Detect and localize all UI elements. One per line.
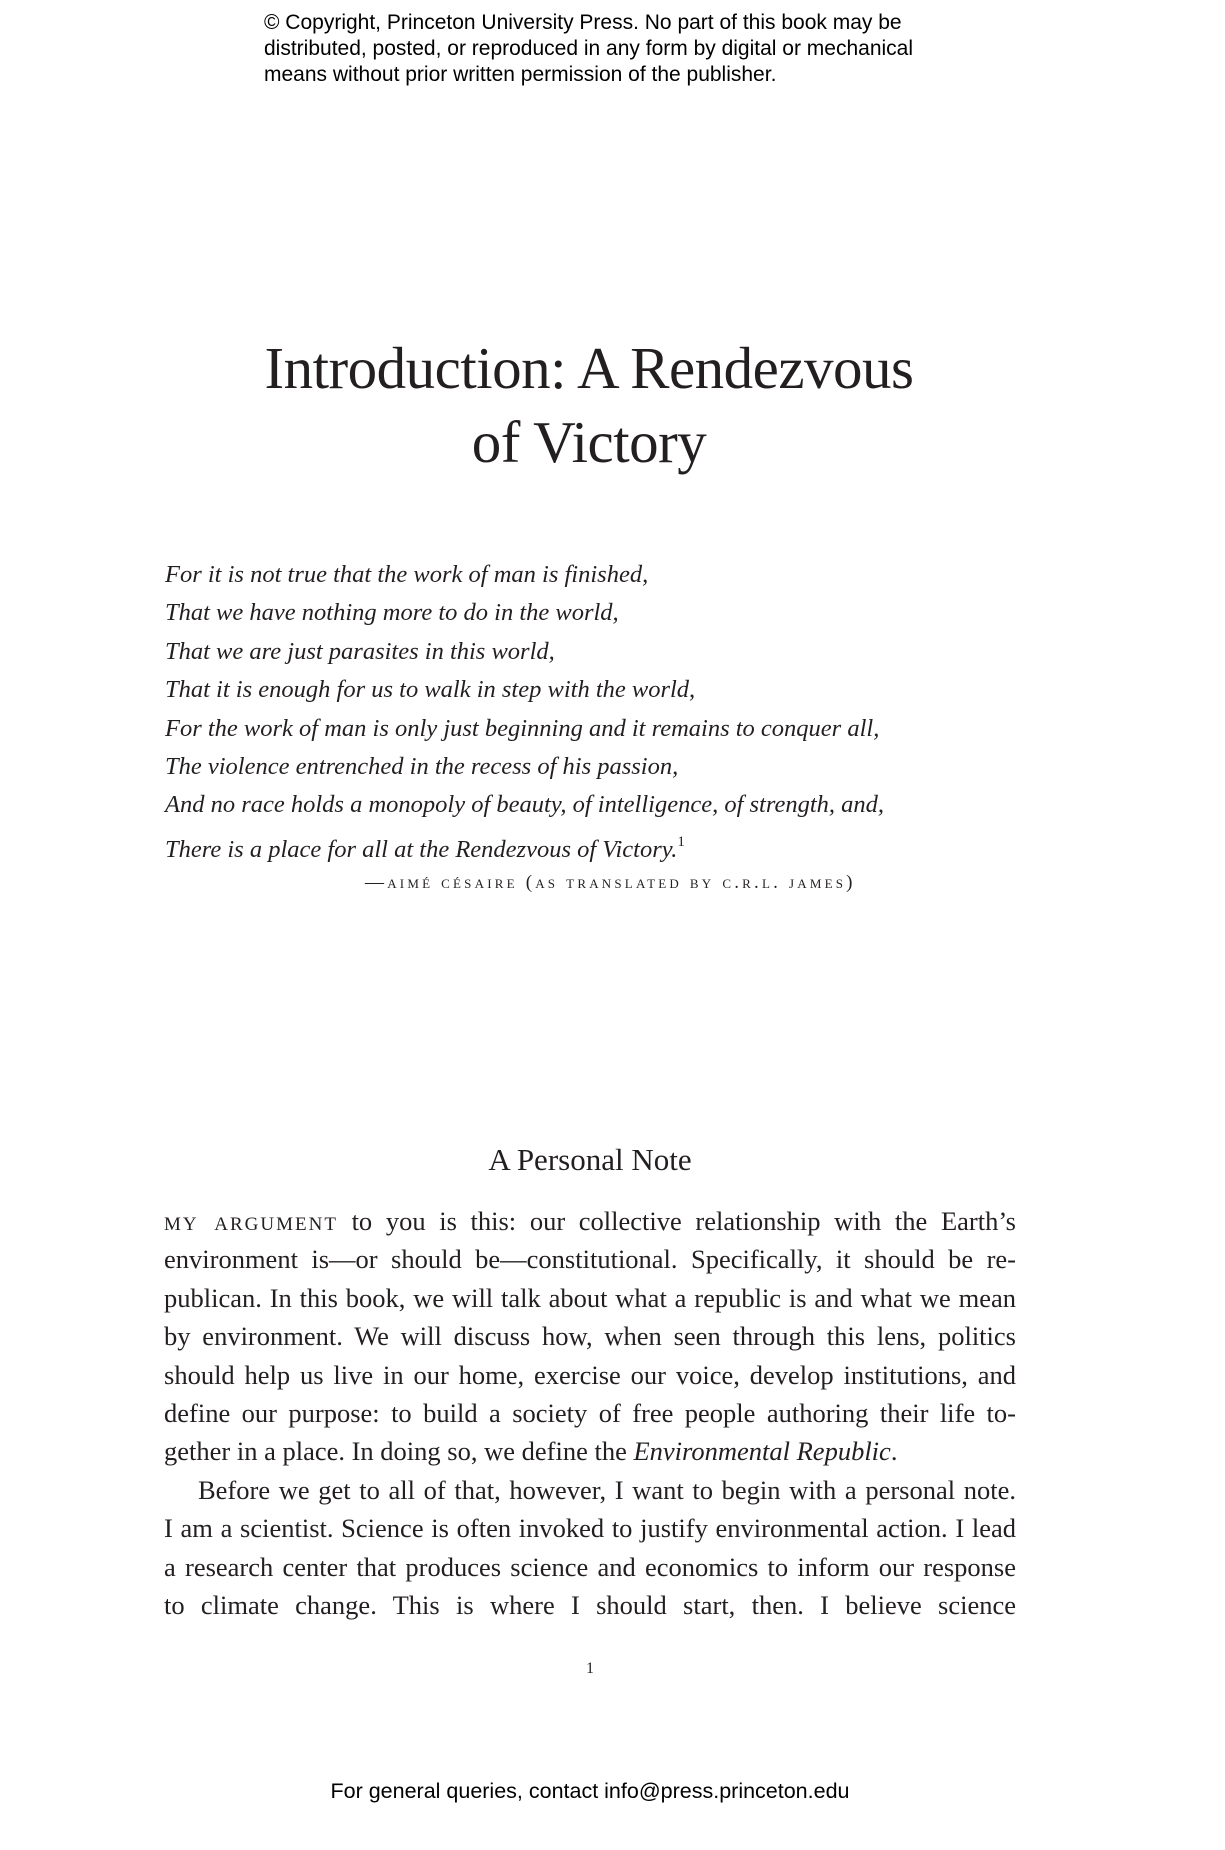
page-number: 1 bbox=[586, 1660, 594, 1677]
epigraph-line: That it is enough for us to walk in step with the world, bbox=[165, 676, 696, 704]
epigraph-last-line bbox=[165, 825, 1045, 870]
chapter-title bbox=[164, 331, 1014, 479]
copyright-line: © Copyright, Princeton University Press. No part of this book may be bbox=[264, 11, 902, 34]
footer-contact: For general queries, contact info@press.princeton.edu bbox=[330, 1779, 850, 1803]
section-heading: A Personal Note bbox=[488, 1142, 692, 1177]
epigraph-line: The violence entrenched in the recess of his passion, bbox=[165, 753, 679, 781]
footnote-marker[interactable]: 1 bbox=[677, 833, 685, 850]
body-line bbox=[164, 1202, 1016, 1240]
copyright-notice bbox=[264, 10, 984, 88]
epigraph-line: For the work of man is only just beginning and it remains to conquer all, bbox=[165, 714, 880, 742]
copyright-line: distributed, posted, or reproduced in any form by digital or mechanical bbox=[264, 37, 914, 60]
chapter-title-line: of Victory bbox=[471, 409, 707, 475]
body-line: a research center that produces science and economics to inform our response bbox=[164, 1551, 1016, 1582]
epigraph-line: That we have nothing more to do in the world, bbox=[165, 599, 619, 627]
body-line: Before we get to all of that, however, I want to begin with a personal note. bbox=[198, 1474, 1016, 1505]
body-line bbox=[164, 1432, 1016, 1470]
epigraph-line: For it is not true that the work of man is finished, bbox=[165, 561, 649, 588]
epigraph-line: There is a place for all at the Rendezvous of Victory. bbox=[165, 836, 678, 863]
emphasis-text: Environmental Republic bbox=[633, 1436, 891, 1467]
body-line: publican. In this book, we will talk about what a republic is and what we mean bbox=[164, 1282, 1016, 1313]
body-line: environment is—or should be—constitutional. Specifically, it should be re- bbox=[164, 1244, 1016, 1275]
epigraph bbox=[165, 556, 1045, 869]
epigraph-line: That we are just parasites in this world, bbox=[165, 637, 555, 665]
body-line: should help us live in our home, exercise our voice, develop institutions, and bbox=[164, 1359, 1016, 1390]
body-line: by environment. We will discuss how, when seen through this lens, politics bbox=[164, 1321, 1016, 1352]
body-line-end: . bbox=[890, 1436, 898, 1467]
epigraph-line: And no race holds a monopoly of beauty, of intelligence, of strength, and, bbox=[165, 791, 885, 819]
lead-in: my argument bbox=[164, 1206, 338, 1236]
chapter-title-line: Introduction: A Rendezvous bbox=[264, 335, 914, 401]
body-line: define our purpose: to build a society of free people authoring their life to- bbox=[164, 1397, 1016, 1428]
body-line-text: to you is this: our collective relationship with the Earth’s bbox=[337, 1206, 1016, 1236]
epigraph-attribution: —aimé césaire (as translated by c.r.l. james) bbox=[365, 872, 856, 893]
copyright-line: means without prior written permission of the publisher. bbox=[264, 63, 777, 86]
body-line: I am a scientist. Science is often invoked to justify environmental action. I lead bbox=[164, 1513, 1016, 1544]
body-line-text: gether in a place. In doing so, we define the bbox=[164, 1436, 634, 1467]
body-line: to climate change. This is where I should start, then. I believe science bbox=[164, 1589, 1016, 1620]
body-text bbox=[164, 1202, 1016, 1624]
